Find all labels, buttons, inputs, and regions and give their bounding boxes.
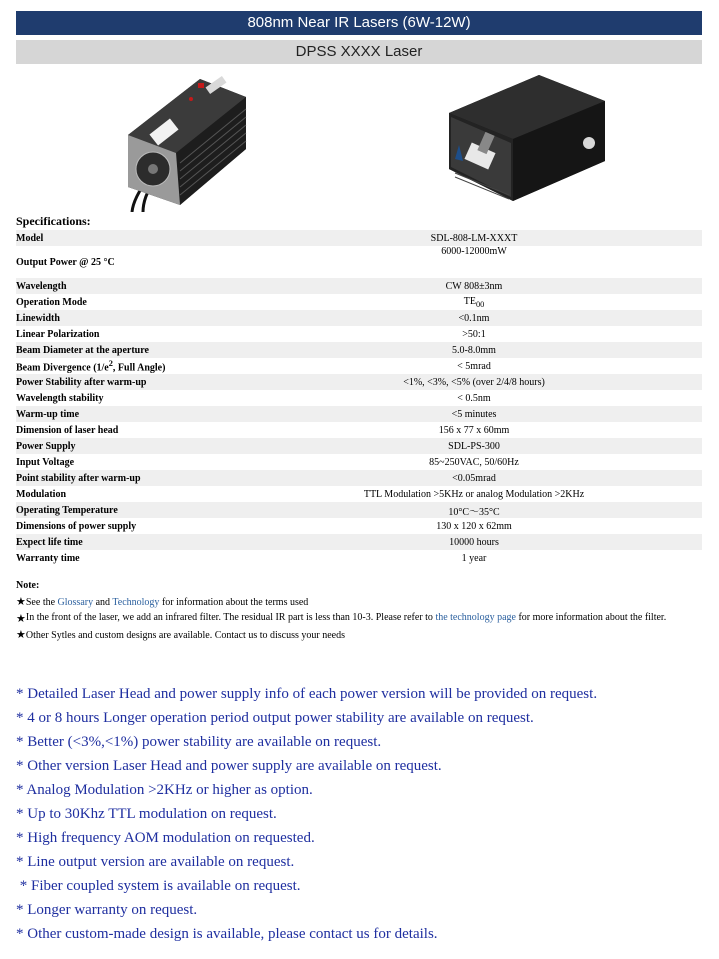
table-row bbox=[16, 358, 702, 374]
spec-label bbox=[16, 358, 246, 374]
table-row bbox=[16, 534, 702, 550]
table-row bbox=[16, 230, 702, 246]
table-row bbox=[16, 518, 702, 534]
spec-label: Expect life time bbox=[16, 534, 246, 550]
list-item: * High frequency AOM modulation on requested. bbox=[16, 830, 315, 846]
spec-label: Linewidth bbox=[16, 310, 246, 326]
spec-value: SDL-808-LM-XXXT bbox=[246, 230, 702, 246]
spec-value-main: TE bbox=[463, 295, 476, 307]
note-text: Other Sytles and custom designs are available. Contact us to discuss your needs bbox=[25, 630, 345, 641]
spec-value: 156 x 77 x 60mm bbox=[438, 424, 510, 436]
table-row bbox=[16, 326, 702, 342]
notes-heading: Note: bbox=[16, 580, 40, 591]
list-item: * Other version Laser Head and power supply are available on request. bbox=[16, 758, 442, 774]
spec-label: Power Stability after warm-up bbox=[16, 374, 246, 390]
spec-value: <1%, <3%, <5% (over 2/4/8 hours) bbox=[246, 374, 702, 390]
spec-label: Beam Diameter at the aperture bbox=[16, 342, 246, 358]
spec-label: Dimensions of power supply bbox=[16, 520, 137, 532]
table-row bbox=[16, 470, 702, 486]
table-row bbox=[16, 390, 702, 406]
spec-value: <5 minutes bbox=[246, 406, 702, 422]
spec-label: Warranty time bbox=[16, 552, 80, 564]
table-row bbox=[16, 486, 702, 502]
list-item: * Fiber coupled system is available on request. bbox=[16, 878, 301, 894]
note-text: and bbox=[93, 597, 113, 608]
table-row bbox=[16, 310, 702, 326]
table-row bbox=[16, 278, 702, 294]
spec-label: Operating Temperature bbox=[16, 502, 246, 518]
spec-value: 1 year bbox=[461, 552, 487, 564]
spec-label: Modulation bbox=[16, 488, 67, 500]
spec-label: Operation Mode bbox=[16, 296, 87, 308]
laser-head-with-fan-photo bbox=[118, 67, 248, 212]
spec-label-main: Beam Divergence (1/e bbox=[16, 362, 109, 374]
star-icon: ★ bbox=[16, 629, 26, 641]
specifications-heading: Specifications: bbox=[16, 214, 91, 228]
table-row bbox=[16, 422, 702, 438]
list-item: * Other custom-made design is available, please contact us for details. bbox=[16, 926, 438, 942]
star-icon: ★ bbox=[16, 613, 26, 625]
spec-value: 5.0-8.0mm bbox=[246, 342, 702, 358]
spec-value-subscript: 00 bbox=[475, 299, 485, 309]
spec-label-superscript: 2 bbox=[108, 358, 113, 368]
spec-value: SDL-PS-300 bbox=[246, 438, 702, 454]
note-item bbox=[16, 594, 702, 611]
spec-label: Input Voltage bbox=[16, 456, 75, 468]
page-subtitle: DPSS XXXX Laser bbox=[16, 40, 702, 64]
spec-label: Point stability after warm-up bbox=[16, 470, 246, 486]
spec-value: < 5mrad bbox=[457, 360, 491, 372]
note-text: for information about the terms used bbox=[159, 597, 309, 608]
spec-value: <0.05mrad bbox=[246, 470, 702, 486]
notes-section bbox=[16, 578, 702, 644]
spec-value: 130 x 120 x 62mm bbox=[436, 520, 512, 532]
spec-value: CW 808±3nm bbox=[246, 278, 702, 294]
list-item: * Up to 30Khz TTL modulation on request. bbox=[16, 806, 277, 822]
spec-label: Wavelength stability bbox=[16, 392, 104, 404]
star-icon: ★ bbox=[16, 596, 26, 608]
spec-label: Warm-up time bbox=[16, 406, 246, 422]
table-row bbox=[16, 246, 702, 278]
glossary-link[interactable]: Glossary bbox=[57, 597, 94, 608]
list-item: * Longer warranty on request. bbox=[16, 902, 198, 918]
spec-value: TTL Modulation >5KHz or analog Modulation >2KHz bbox=[363, 488, 585, 500]
table-row bbox=[16, 342, 702, 358]
spec-value bbox=[246, 294, 702, 310]
spec-label: Wavelength bbox=[16, 278, 246, 294]
note-item bbox=[16, 611, 702, 627]
spec-value: <0.1nm bbox=[246, 310, 702, 326]
spec-value: >50:1 bbox=[462, 328, 486, 340]
spec-value: 10°C～35°C bbox=[246, 502, 702, 518]
table-row bbox=[16, 294, 702, 310]
list-item: * 4 or 8 hours Longer operation period output power stability are available on request. bbox=[16, 710, 534, 726]
technology-page-link[interactable]: the technology page bbox=[435, 612, 516, 623]
list-item: * Analog Modulation >2KHz or higher as option. bbox=[16, 782, 313, 798]
feature-list bbox=[16, 682, 706, 946]
list-item: * Better (<3%,<1%) power stability are available on request. bbox=[16, 734, 382, 750]
table-row bbox=[16, 502, 702, 518]
technology-link[interactable]: Technology bbox=[112, 597, 160, 608]
spec-label: Power Supply bbox=[16, 438, 246, 454]
table-row bbox=[16, 550, 702, 566]
spec-label: Linear Polarization bbox=[16, 328, 100, 340]
table-row bbox=[16, 438, 702, 454]
power-supply-box-photo bbox=[447, 73, 607, 203]
spec-value: 85~250VAC, 50/60Hz bbox=[429, 456, 519, 468]
spec-value: 6000-12000mW bbox=[441, 246, 507, 257]
spec-value: < 0.5nm bbox=[457, 392, 491, 404]
specifications-table bbox=[16, 230, 702, 566]
table-row bbox=[16, 454, 702, 470]
spec-label: Model bbox=[16, 230, 246, 246]
spec-value: 10000 hours bbox=[246, 534, 702, 550]
table-row bbox=[16, 374, 702, 390]
spec-label: Output Power @ 25 °C bbox=[16, 256, 115, 268]
table-row bbox=[16, 406, 702, 422]
spec-label-tail: , Full Angle) bbox=[112, 362, 166, 374]
list-item: * Line output version are available on request. bbox=[16, 854, 295, 870]
spec-label: Dimension of laser head bbox=[16, 424, 119, 436]
note-text: See the bbox=[25, 597, 58, 608]
note-text: for more information about the filter. bbox=[515, 612, 667, 623]
note-item bbox=[16, 627, 702, 644]
note-text: In the front of the laser, we add an infrared filter. The residual IR part is less than 10-3. Please refer to bbox=[25, 612, 436, 623]
list-item: * Detailed Laser Head and power supply info of each power version will be provided on request. bbox=[16, 686, 598, 702]
page-title: 808nm Near IR Lasers (6W-12W) bbox=[16, 11, 702, 35]
